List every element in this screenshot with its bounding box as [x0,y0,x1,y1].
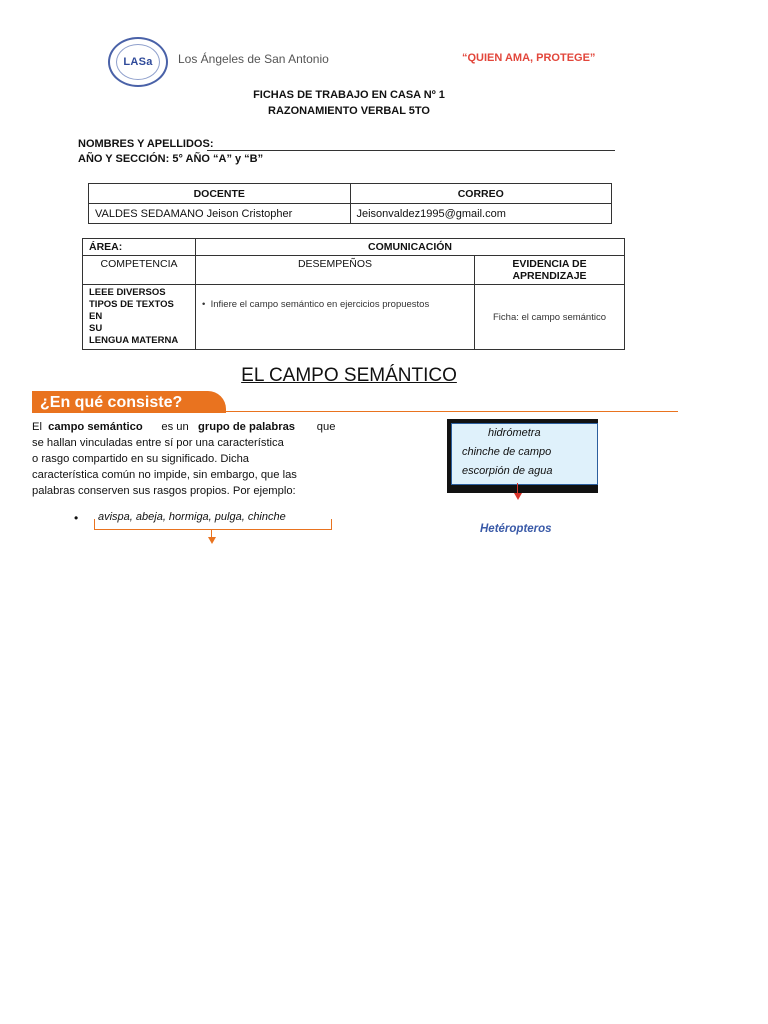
teacher-name: VALDES SEDAMANO Jeison Cristopher [89,204,351,224]
col-header-desempenos: DESEMPEÑOS [196,256,475,285]
example-box [451,423,598,485]
area-value: COMUNICACIÓN [196,239,625,256]
paragraph-line: o rasgo compartido en su significado. Dicha [32,453,250,465]
competencia-cell [83,285,196,350]
teacher-email: Jeisonvaldez1995@gmail.com [350,204,612,224]
definition-paragraph [32,419,344,499]
section-rule [226,411,678,412]
arrow-line [211,529,212,537]
bullet-icon: • [202,299,211,310]
text-el: El [32,421,42,433]
paragraph-line [32,419,344,435]
text-es-un: es un [161,421,189,433]
logo-text: LASa [116,44,160,80]
example-item: chinche de campo [462,446,552,458]
example-item: hidrómetra [488,427,541,439]
section-banner-text: ¿En qué consiste? [40,394,183,411]
paragraph-line: se hallan vinculadas entre sí por una característica [32,437,284,449]
example-item: escorpión de agua [462,465,553,477]
paragraph-line: característica común no impide, sin embargo, que las [32,469,297,481]
arrow-down-icon [208,537,216,544]
evidencia-text: Ficha: el campo semántico [475,285,625,350]
text-que: que [316,421,336,433]
school-name: Los Ángeles de San Antonio [178,52,329,66]
example-words: avispa, abeja, hormiga, pulga, chinche [98,511,286,523]
competencia-line: LENGUA MATERNA [89,335,179,346]
table-header-docente: DOCENTE [89,184,351,204]
area-table [82,238,625,350]
desempeno-cell [196,285,475,350]
area-label: ÁREA: [83,239,196,256]
category-label: Hetéropteros [480,523,552,535]
term-campo-semantico: campo semántico [48,421,143,433]
competencia-line: LEEE DIVERSOS [89,287,166,298]
desempeno-text: Infiere el campo semántico en ejercicios propuestos [210,299,430,310]
competencia-line: TIPOS DE TEXTOS EN [89,299,174,322]
col-header-competencia: COMPETENCIA [83,256,196,285]
names-label: NOMBRES Y APELLIDOS: [78,138,214,150]
school-motto: “QUIEN AMA, PROTEGE” [462,52,596,64]
worksheet-title: FICHAS DE TRABAJO EN CASA Nº 1 [253,89,445,101]
section-label: AÑO Y SECCIÓN: 5° AÑO “A” y “B” [78,153,264,165]
bullet-icon: • [74,511,79,525]
competencia-line: SU [89,323,103,334]
arrow-down-icon [514,493,522,500]
term-grupo-palabras: grupo de palabras [198,421,296,433]
table-header-correo: CORREO [350,184,612,204]
bracket-shape [94,519,332,530]
main-heading: EL CAMPO SEMÁNTICO [241,365,457,386]
names-underline [207,150,615,151]
worksheet-subtitle: RAZONAMIENTO VERBAL 5TO [268,105,430,117]
teacher-table [88,183,612,224]
paragraph-line: palabras conserven sus rasgos propios. Por ejemplo: [32,485,296,497]
col-header-evidencia: EVIDENCIA DE APRENDIZAJE [475,256,625,285]
arrow-line [517,483,518,493]
school-logo [108,37,168,87]
